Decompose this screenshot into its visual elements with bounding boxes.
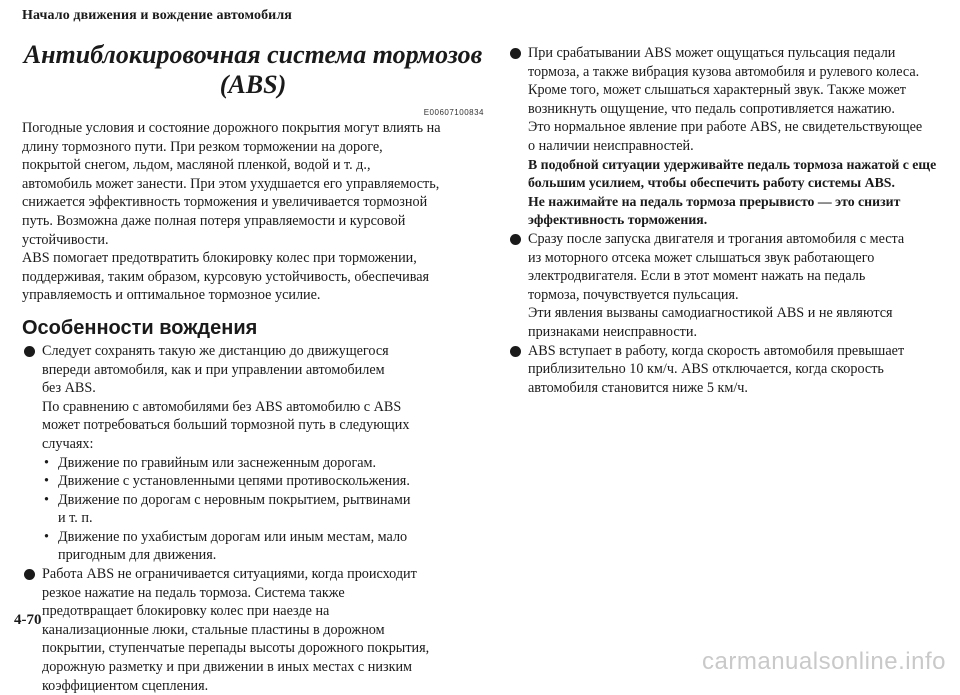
text-line: о наличии неисправностей. <box>528 137 694 154</box>
text-line: При срабатывании ABS может ощущаться пульсация педали <box>528 45 896 61</box>
text-line: Сразу после запуска двигателя и трогания автомобиля с места <box>528 230 905 247</box>
text-line: поддерживая, таким образом, курсовую устойчивость, обеспечивая <box>22 268 430 285</box>
text-line: канализационные люки, стальные пластины в дорожном <box>42 621 385 638</box>
bullet-icon <box>510 346 521 357</box>
text-line: длину тормозного пути. При резком торможении на дороге, <box>22 138 383 155</box>
document-code: E00607100834 <box>423 108 484 117</box>
text-line: тормоза, почувствуется пульсация. <box>528 286 739 303</box>
text-line: предотвращает блокировку колес при наезде на <box>42 603 330 620</box>
sub-list-item <box>42 454 484 473</box>
text-line: снижается эффективность торможения и увеличивается тормозной <box>22 194 428 211</box>
text-line: может потребоваться больший тормозной путь в следующих <box>42 417 410 434</box>
text-line: путь. Возможна даже полная потеря управляемости и курсовой <box>22 212 406 229</box>
heading-line: (ABS) <box>219 70 287 99</box>
text-line: покрытой снегом, льдом, масляной пленкой, водой и т. д., <box>22 157 371 174</box>
bullet-item <box>508 230 938 342</box>
sub-list-item <box>42 528 484 565</box>
sub-bullet-icon: • <box>44 454 49 471</box>
text-line: Эти явления вызваны самодиагностикой ABS и не являются <box>528 305 893 322</box>
text-line: Не нажимайте на педаль тормоза прерывисто — это снизит <box>528 193 901 209</box>
text-line: ABS помогает предотвратить блокировку колес при торможении, <box>22 250 417 267</box>
bullet-icon <box>24 569 35 580</box>
bullet-text <box>42 565 484 695</box>
text-line: Кроме того, может слышаться характерный звук. Также может <box>528 82 906 99</box>
text-line: Это нормальное явление при работе ABS, не свидетельствующее <box>528 119 923 136</box>
watermark-logo: carmanualsonline.info <box>702 648 946 675</box>
text-line: Движение с установленными цепями противоскольжения. <box>58 473 410 490</box>
text-line: впереди автомобиля, как и при управлении автомобилем <box>42 361 385 378</box>
text-line: эффективность торможения. <box>528 212 708 228</box>
text-line: ABS вступает в работу, когда скорость автомобиля превышает <box>528 342 905 359</box>
text-line: признаками неисправности. <box>528 323 698 340</box>
text-line: без ABS. <box>42 380 96 397</box>
text-line: управляемость и оптимальное тормозное усилие. <box>22 287 321 304</box>
text-line: коэффициентом сцепления. <box>42 677 209 694</box>
text-line: По сравнению с автомобилями без ABS автомобилю с ABS <box>42 398 402 415</box>
bullet-item <box>22 342 484 565</box>
section-heading-abs <box>22 40 484 100</box>
text-line: приблизительно 10 км/ч. ABS отключается, когда скорость <box>528 361 884 378</box>
bullet-text <box>528 44 938 156</box>
text-line: возникнуть ощущение, что педаль сопротивляется нажатию. <box>528 100 895 117</box>
page-header: Начало движения и вождение автомобиля <box>22 8 292 23</box>
intro-paragraph <box>22 119 484 305</box>
text-line: Движение по дорогам с неровным покрытием, рытвинами <box>58 491 411 508</box>
sub-bullet-icon: • <box>44 473 49 490</box>
left-column <box>22 40 484 695</box>
text-line: тормоза, а также вибрация кузова автомобиля и рулевого колеса. <box>528 63 920 80</box>
bullet-text <box>42 342 484 454</box>
text-line: резкое нажатие на педаль тормоза. Система также <box>42 584 345 601</box>
text-line: покрытии, ступенчатые перепады высоты дорожного покрытия, <box>42 640 430 657</box>
text-line: дорожную разметку и при движении в иных местах с низким <box>42 659 413 676</box>
sub-list-item <box>42 491 484 528</box>
text-line: из моторного отсека может слышаться звук работающего <box>528 249 875 266</box>
text-line: автомобиль может занести. При этом ухудшается его управляемость, <box>22 175 440 192</box>
section-title-driving: Особенности вождения <box>22 316 258 339</box>
bullet-text <box>528 230 938 342</box>
bullet-item <box>22 565 484 695</box>
text-line: устойчивости. <box>22 231 109 248</box>
text-line: электродвигателя. Если в этот момент нажать на педаль <box>528 268 866 285</box>
text-line: Движение по ухабистым дорогам или иным местам, мало <box>58 528 408 545</box>
text-line: Движение по гравийным или заснеженным дорогам. <box>58 454 377 471</box>
bullet-item <box>508 44 938 230</box>
bullet-icon <box>510 48 521 59</box>
heading-line: Антиблокировочная система тормозов <box>23 40 483 69</box>
text-line: и т. п. <box>58 510 93 527</box>
text-line: большим усилием, чтобы обеспечить работу системы ABS. <box>528 175 895 191</box>
bullet-icon <box>510 234 521 245</box>
text-line: Следует сохранять такую же дистанцию до движущегося <box>42 342 389 359</box>
bullet-text <box>528 342 938 398</box>
text-line: пригодным для движения. <box>58 547 217 564</box>
sub-bullet-icon: • <box>44 491 49 508</box>
text-line: Работа ABS не ограничивается ситуациями, когда происходит <box>42 566 417 583</box>
bullet-icon <box>24 346 35 357</box>
text-line: автомобиля становится ниже 5 км/ч. <box>528 379 748 396</box>
right-column <box>508 44 938 397</box>
sub-bullet-icon: • <box>44 528 49 545</box>
bullet-item <box>508 342 938 398</box>
text-line: В подобной ситуации удерживайте педаль тормоза нажатой с еще <box>528 156 937 172</box>
text-line: Погодные условия и состояние дорожного покрытия могут влиять на <box>22 120 441 136</box>
warning-note <box>528 156 938 230</box>
text-line: случаях: <box>42 435 94 452</box>
sub-list-item <box>42 472 484 491</box>
page-number: 4-70 <box>14 612 42 628</box>
